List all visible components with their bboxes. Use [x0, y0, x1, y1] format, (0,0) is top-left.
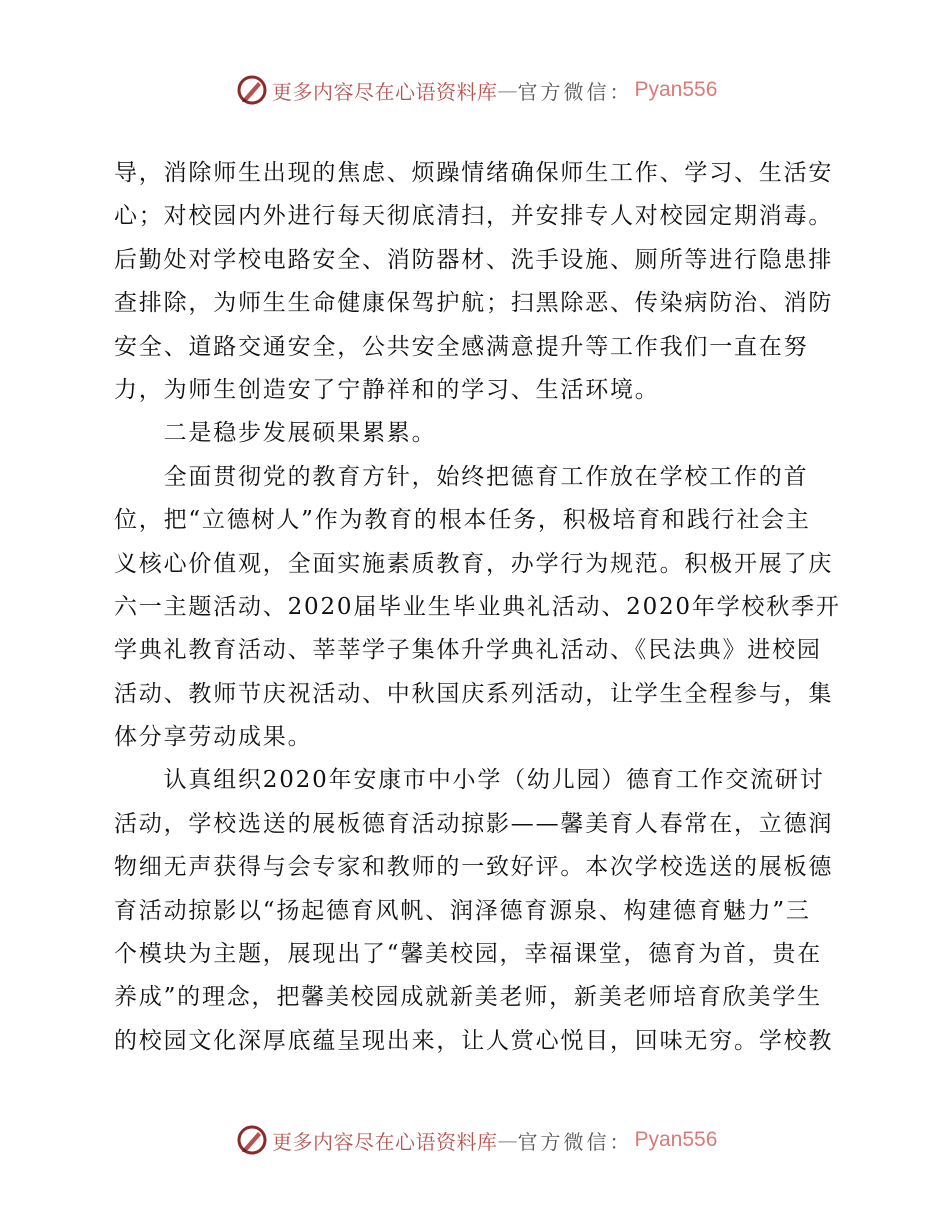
footer-wechat-id: Pyan556: [634, 1128, 718, 1151]
header-dash: —: [497, 78, 518, 102]
text-line: 位，把“立德树人”作为教育的根本任务，积极培育和践行社会主: [114, 507, 811, 534]
text-line: 养成”的理念，把馨美校园成就新美老师，新美老师培育欣美学生: [114, 984, 822, 1011]
header-wechat-id: Pyan556: [634, 78, 718, 101]
text-line: 六一主题活动、2020届毕业生毕业典礼活动、2020年学校秋季开: [114, 593, 841, 620]
text-line: 认真组织2020年安康市中小学（幼儿园）德育工作交流研讨: [114, 767, 825, 794]
text-line: 的校园文化深厚底蕴呈现出来，让人赏心悦目，回味无穷。学校教: [114, 1027, 834, 1054]
header-wechat-label: 官方微信：: [517, 79, 633, 104]
text-line: 全面贯彻党的教育方针，始终把德育工作放在学校工作的首: [114, 463, 809, 490]
footer-wechat-label: 官方微信：: [517, 1129, 633, 1154]
text-line: 安全、道路交通安全，公共安全感满意提升等工作我们一直在努: [114, 333, 809, 360]
text-line: 个模块为主题，展现出了“馨美校园，幸福课堂，德育为首，贵在: [114, 941, 822, 968]
text-line: 体分享劳动成果。: [114, 724, 313, 751]
text-line: 学典礼教育活动、莘莘学子集体升学典礼活动、《民法典》进校园: [114, 637, 822, 664]
text-line: 导，消除师生出现的焦虑、烦躁情绪确保师生工作、学习、生活安: [114, 160, 834, 186]
text-line: 后勤处对学校电路安全、消防器材、洗手设施、厕所等进行隐患排: [114, 246, 834, 273]
text-line: 活动、教师节庆祝活动、中秋国庆系列活动，让学生全程参与，集: [114, 680, 834, 707]
pen-logo-icon: [236, 74, 268, 106]
text-line: 义核心价值观，全面实施素质教育，办学行为规范。积极开展了庆: [114, 550, 834, 577]
footer-watermark-banner: [236, 1123, 717, 1157]
document-body: [114, 152, 844, 1063]
text-line: 活动，学校选送的展板德育活动掠影——馨美育人春常在，立德润: [114, 810, 834, 837]
pen-logo-icon: [236, 1124, 268, 1156]
section-heading: 二是稳步发展硕果累累。: [114, 420, 437, 447]
text-line: 心；对校园内外进行每天彻底清扫，并安排专人对校园定期消毒。: [114, 203, 834, 230]
header-watermark-banner: [236, 73, 717, 107]
text-line: 育活动掠影以“扬起德育风帆、润泽德育源泉、构建德育魅力”三: [114, 897, 811, 924]
text-line: 查排除，为师生生命健康保驾护航；扫黑除恶、传染病防治、消防: [114, 290, 834, 317]
text-line: 力，为师生创造安了宁静祥和的学习、生活环境。: [114, 376, 660, 403]
text-line: 物细无声获得与会专家和教师的一致好评。本次学校选送的展板德: [114, 854, 834, 881]
header-site-text: 更多内容尽在心语资料库: [272, 79, 498, 104]
footer-dash: —: [497, 1128, 518, 1152]
footer-site-text: 更多内容尽在心语资料库: [272, 1129, 498, 1154]
